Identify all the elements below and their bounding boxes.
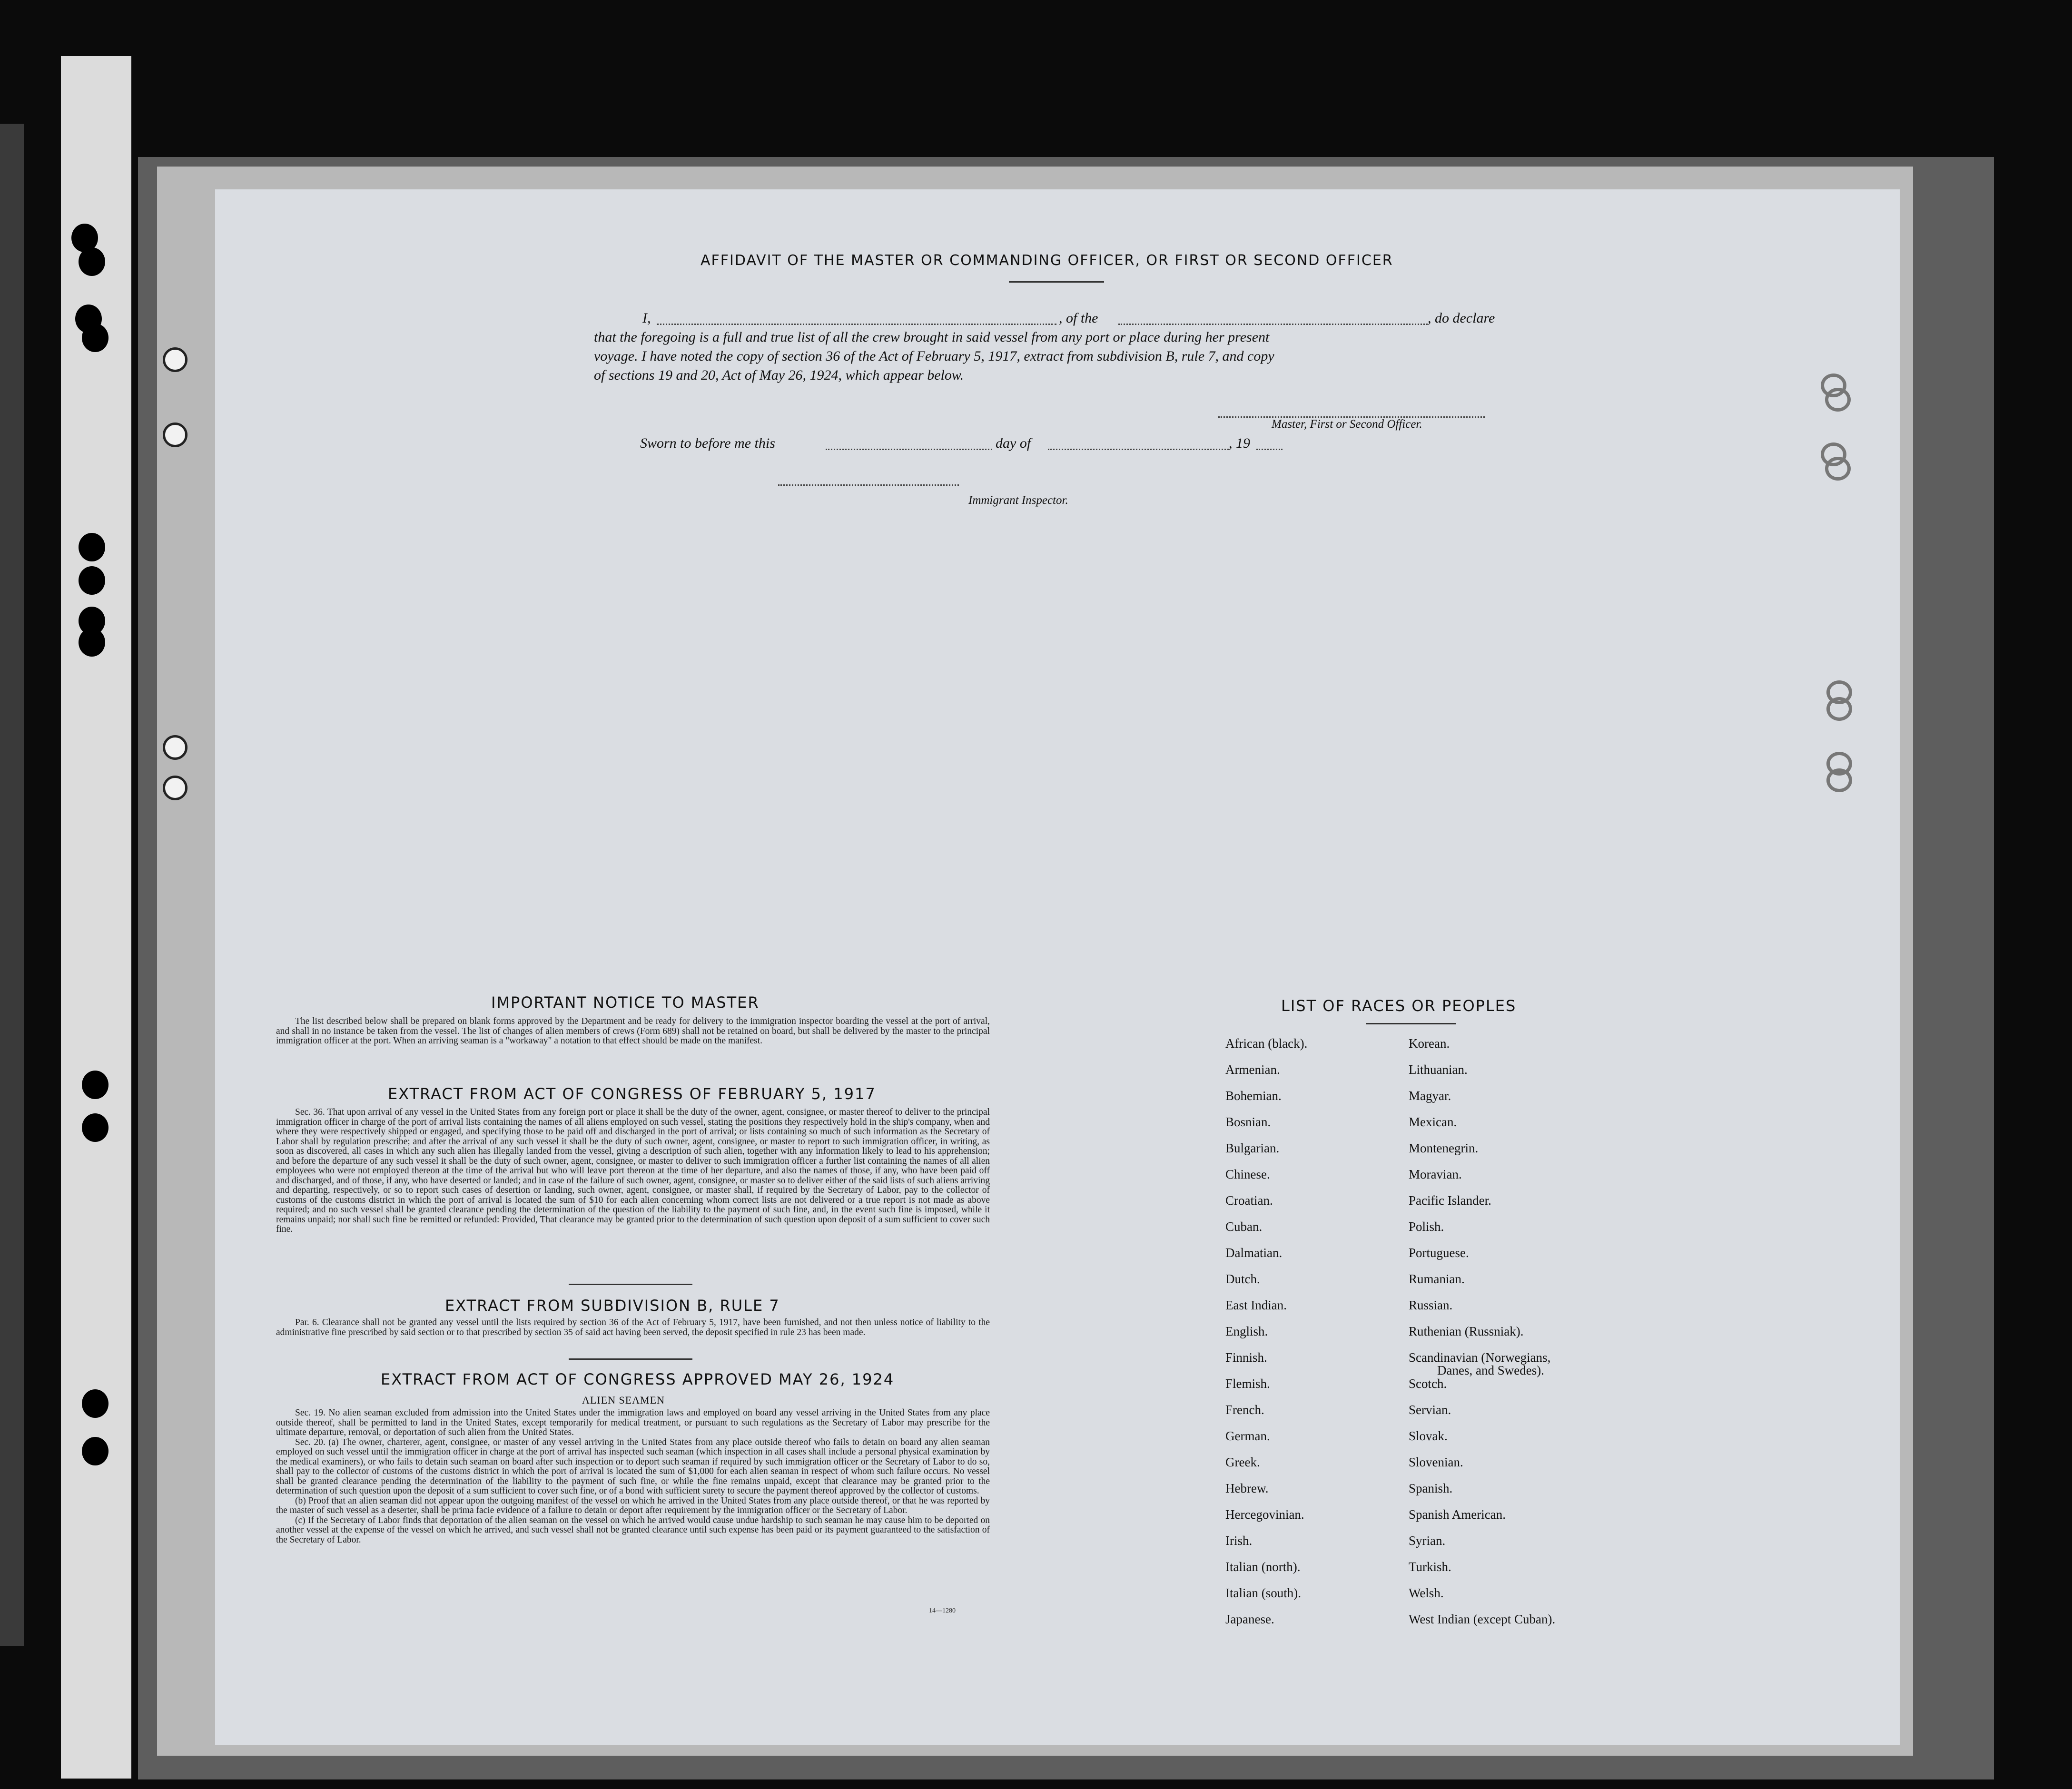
affidavit-i-label: I,	[642, 310, 651, 326]
binder-hole-icon	[79, 533, 105, 561]
race-item: Japanese.	[1225, 1612, 1274, 1626]
race-item: Portuguese.	[1409, 1246, 1469, 1260]
races-column-1	[1225, 1036, 1307, 1638]
race-item: Spanish American.	[1409, 1507, 1506, 1522]
notice-title: IMPORTANT NOTICE TO MASTER	[491, 993, 760, 1012]
section-20c-text: (c) If the Secretary of Labor finds that deportation of the alien seaman on the vessel on which he arrived would cause undue hardship to such seaman he may cause him to be deported on another vessel at the expense of the vessel on which he arrived, and such vessel shall not be granted clearance until such expense has been paid or its payment guaranteed to the satisfaction of the Secretary of Labor.	[276, 1515, 990, 1545]
sworn-label: Sworn to before me this	[640, 435, 775, 451]
year-blank	[1256, 449, 1283, 450]
subdivision-b-body	[276, 1318, 990, 1337]
race-item: Magyar.	[1409, 1089, 1451, 1103]
par-6-text: Par. 6. Clearance shall not be granted any vessel until the lists required by section 36 of the Act of February 5, 1917, have been furnished, and not then unless notice of liability to the administrative fine prescribed by said section or to that prescribed by section 35 of said act having been served, the deposit specified in rule 23 has been made.	[276, 1317, 990, 1337]
extract-1924-title: EXTRACT FROM ACT OF CONGRESS APPROVED MAY 26, 1924	[381, 1370, 895, 1388]
race-item: Welsh.	[1409, 1586, 1444, 1600]
punch-hole-icon	[1825, 388, 1851, 412]
punch-hole-icon	[163, 776, 187, 800]
inspector-signature-line	[778, 484, 959, 486]
binder-hole-icon	[82, 1113, 109, 1142]
race-item: Moravian.	[1409, 1167, 1462, 1181]
binder-hole-icon	[82, 324, 109, 352]
subdivision-b-title: EXTRACT FROM SUBDIVISION B, RULE 7	[445, 1297, 780, 1315]
notice-body	[276, 1017, 990, 1046]
affidavit-of-the: , of the	[1059, 310, 1098, 326]
affidavit-line-4: of sections 19 and 20, Act of May 26, 1924, which appear below.	[594, 367, 964, 383]
race-item: English.	[1225, 1324, 1268, 1338]
divider	[1366, 1023, 1456, 1024]
race-item: Turkish.	[1409, 1560, 1451, 1574]
punch-hole-icon	[163, 735, 187, 760]
race-item: Bohemian.	[1225, 1089, 1282, 1103]
race-item: Hercegovinian.	[1225, 1507, 1304, 1522]
extract-1924-body	[276, 1408, 990, 1545]
punch-hole-icon	[1826, 697, 1852, 721]
binder-hole-icon	[82, 1389, 109, 1418]
race-continuation: Danes, and Swedes).	[1437, 1363, 1544, 1377]
sworn-day-blank	[826, 449, 992, 450]
divider	[569, 1284, 692, 1285]
sworn-month-blank	[1048, 449, 1229, 450]
scan-edge-left	[0, 124, 24, 1646]
affidavit-line-3: voyage. I have noted the copy of section 36 of the Act of February 5, 1917, extract from subdivision B, rule 7, and copy	[594, 348, 1274, 364]
race-item: Montenegrin.	[1409, 1141, 1479, 1155]
affidavit-do-declare: , do declare	[1428, 310, 1495, 326]
race-item: Korean.	[1409, 1036, 1450, 1051]
binder-hole-icon	[79, 628, 105, 657]
race-item: Bulgarian.	[1225, 1141, 1280, 1155]
race-item: Irish.	[1225, 1533, 1253, 1548]
binder-hole-icon	[82, 1437, 109, 1465]
race-item: Lithuanian.	[1409, 1062, 1468, 1077]
race-item: Rumanian.	[1409, 1272, 1465, 1286]
races-column-2	[1409, 1036, 1555, 1638]
race-item: Spanish.	[1409, 1481, 1453, 1495]
section-36-text: Sec. 36. That upon arrival of any vessel in the United States from any foreign port or place it shall be the duty of the owner, agent, consignee, or master thereof to deliver to the principal immigration officer in charge of the port of arrival lists containing the names of all aliens employed on such vessel, stating the positions they respectively hold in the ship's company, when and where they were respectively shipped or engaged, and specifying those to be paid off and discharged in the port of arrival; or lists containing so much of such information as the Secretary of Labor shall by regulation prescribe; and after the arrival of any such vessel it shall be the duty of such owner, agent, consignee, or master to report to such immigration officer, in writing, as soon as discovered, all cases in which any such alien has illegally landed from the vessel, giving a description of such alien, together with any information likely to lead to his apprehension; and before the departure of any such vessel it shall be the duty of such owner, agent, consignee, or master to deliver to such immigration officer a further list containing the names of all alien employees who were not employed thereon at the time of the arrival but who will leave port thereon at the time of her departure, and also the names of those, if any, who have been paid off and discharged, and of those, if any, who have deserted or landed; and in case of the failure of such owner, agent, consignee, or master so to deliver either of the said lists of such aliens arriving and departing, respectively, or so to report such cases of desertion or landing, such owner, agent, consignee, or master shall, if required by the Secretary of Labor, pay to the collector of customs of the customs district in which the port of arrival is located the sum of $10 for each alien concerning whom correct lists are not delivered or a true report is not made as above required; and no such vessel shall be granted clearance pending the determination of the question of the liability to the payment of such fine, and, in the event such fine is imposed, while it remains unpaid; nor shall such fine be remitted or refunded: Provided, That clearance may be granted prior to the determination of such question upon deposit of a sum sufficient to cover such fine.	[276, 1107, 990, 1234]
binder-hole-icon	[79, 566, 105, 595]
inspector-label: Immigrant Inspector.	[968, 494, 1068, 507]
race-item: Italian (north).	[1225, 1560, 1301, 1574]
binder-hole-icon	[79, 247, 105, 276]
alien-seamen-subtitle: ALIEN SEAMEN	[582, 1394, 665, 1406]
race-item: Finnish.	[1225, 1350, 1267, 1365]
race-item: German.	[1225, 1429, 1270, 1443]
punch-hole-icon	[1826, 768, 1852, 792]
race-item: Scotch.	[1409, 1376, 1447, 1391]
race-item: Bosnian.	[1225, 1115, 1271, 1129]
punch-hole-icon	[1825, 457, 1851, 481]
year-prefix: , 19	[1229, 435, 1250, 451]
day-of-label: day of	[996, 435, 1031, 451]
races-title: LIST OF RACES OR PEOPLES	[1281, 997, 1517, 1015]
extract-1917-title: EXTRACT FROM ACT OF CONGRESS OF FEBRUARY 5, 1917	[388, 1085, 876, 1103]
race-item: Dutch.	[1225, 1272, 1260, 1286]
race-item: Syrian.	[1409, 1533, 1446, 1548]
race-item: Scandinavian (Norwegians,	[1409, 1350, 1551, 1365]
race-item: Mexican.	[1409, 1115, 1457, 1129]
race-item: East Indian.	[1225, 1298, 1287, 1312]
section-20b-text: (b) Proof that an alien seaman did not appear upon the outgoing manifest of the vessel on which he arrived in the United States from any place outside thereof, or that he was reported by the master of such vessel as a deserter, shall be prima facie evidence of a failure to detain or deport after requirement by the immigration officer or the Secretary of Labor.	[276, 1495, 990, 1515]
race-item: Ruthenian (Russniak).	[1409, 1324, 1524, 1338]
affidavit-title: AFFIDAVIT OF THE MASTER OR COMMANDING OFFICER, OR FIRST OR SECOND OFFICER	[701, 252, 1393, 269]
race-item: Dalmatian.	[1225, 1246, 1283, 1260]
section-19-text: Sec. 19. No alien seaman excluded from admission into the United States under the immigration laws and employed on board any vessel arriving in the United States from any place outside thereof, shall be permitted to land in the United States, except temporarily for medical treatment, or pursuant to such regulations as the Secretary of Labor may prescribe for the ultimate departure, removal, or deportation of such alien from the United States.	[276, 1408, 990, 1437]
master-signature-label: Master, First or Second Officer.	[1272, 418, 1422, 431]
binder-hole-icon	[82, 1071, 109, 1099]
vessel-blank	[1118, 324, 1428, 325]
divider	[569, 1358, 692, 1360]
race-item: Flemish.	[1225, 1376, 1270, 1391]
race-item: Pacific Islander.	[1409, 1193, 1491, 1208]
notice-text: The list described below shall be prepared on blank forms approved by the Department and be ready for delivery to the immigration inspector boarding the vessel at the port of arrival, and shall in no instance be taken from the vessel. The list of changes of alien members of crews (Form 689) shall not be retained on board, but shall be delivered by the master to the principal immigration officer at the port. When an arriving seaman is a "workaway" a notation to that effect should be made on the manifest.	[276, 1016, 990, 1046]
race-item: African (black).	[1225, 1036, 1308, 1051]
race-item: Greek.	[1225, 1455, 1260, 1469]
affidavit-line-2: that the foregoing is a full and true list of all the crew brought in said vessel from any port or place during her present	[594, 329, 1270, 345]
race-item: Slovenian.	[1409, 1455, 1463, 1469]
race-item: Cuban.	[1225, 1219, 1263, 1234]
race-item: Chinese.	[1225, 1167, 1270, 1181]
name-blank	[657, 324, 1056, 325]
race-item: Polish.	[1409, 1219, 1444, 1234]
extract-1917-body	[276, 1108, 990, 1235]
race-item: Italian (south).	[1225, 1586, 1301, 1600]
race-item: French.	[1225, 1403, 1264, 1417]
punch-hole-icon	[163, 347, 187, 372]
race-item: West Indian (except Cuban).	[1409, 1612, 1556, 1626]
race-item: Armenian.	[1225, 1062, 1280, 1077]
section-20a-text: Sec. 20. (a) The owner, charterer, agent, consignee, or master of any vessel arriving in the United States from any place outside thereof who fails to detain on board any alien seaman employed on such vessel until the immigration officer in charge at the port of arrival has inspected such seaman (which inspection in all cases shall include a personal physical examination by the medical examiners), or who fails to detain such seaman on board after such inspection or to deport such seaman if required by such immigration officer or the Secretary of Labor to do so, shall pay to the collector of customs of the customs district in which the port of arrival is located the sum of $1,000 for each alien seaman in respect of whom such failure occurs. No vessel shall be granted clearance pending the determination of the liability to the payment of such fine, or while the fine remains unpaid, except that clearance may be granted prior to the determination of such question upon the deposit of a sum sufficient to cover such fine, or of a bond with sufficient surety to secure the payment thereof approved by the collector of customs.	[276, 1437, 990, 1496]
race-item: Croatian.	[1225, 1193, 1273, 1208]
form-number: 14—1280	[929, 1607, 956, 1614]
race-item: Servian.	[1409, 1403, 1451, 1417]
race-item: Slovak.	[1409, 1429, 1448, 1443]
divider	[1009, 281, 1104, 283]
race-item: Hebrew.	[1225, 1481, 1269, 1495]
punch-hole-icon	[163, 423, 187, 447]
race-item: Russian.	[1409, 1298, 1453, 1312]
